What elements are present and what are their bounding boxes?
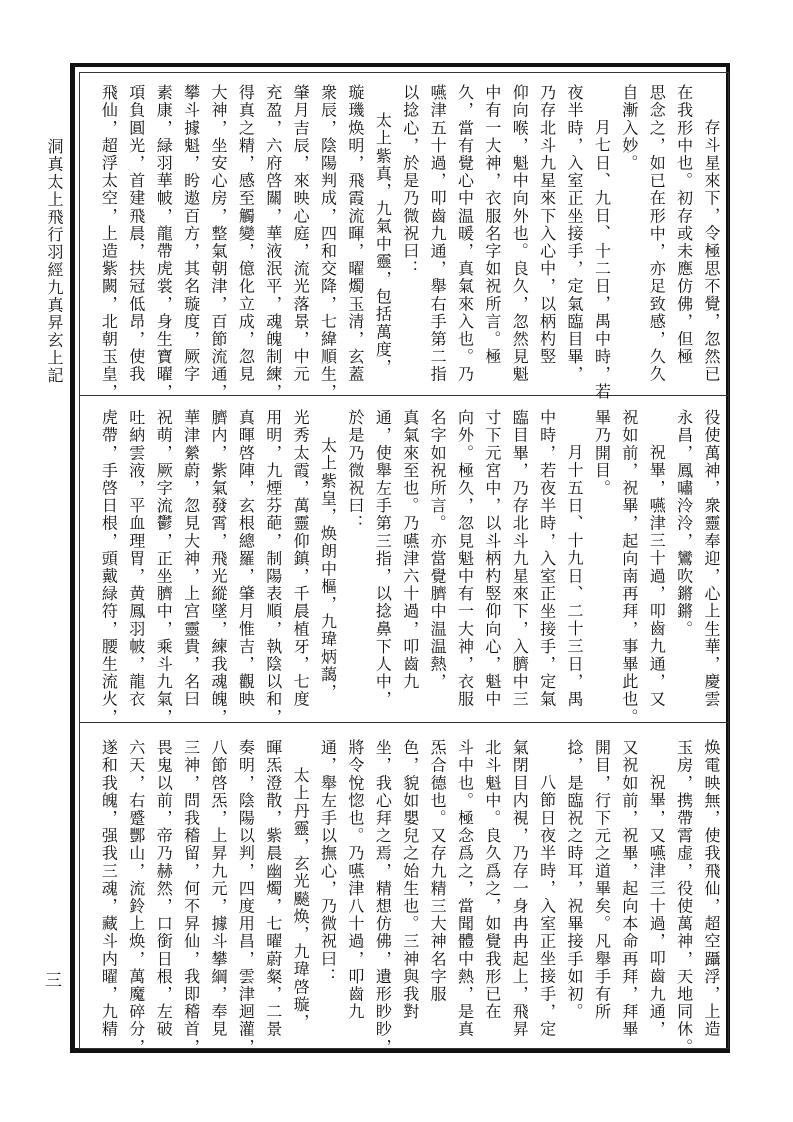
text-column: 夜半時，入室正坐接手，定氣臨目畢， (565, 84, 585, 384)
text-column: 衆辰，陰陽判成，四和交降，七緯順生， (318, 84, 338, 401)
text-column: 華津縈蔚，忽見大神，上宫靈貴，名曰 (181, 409, 201, 709)
text-column: 中時，若夜半時，入室正坐接手，定氣 (537, 409, 557, 709)
text-column: 真氣來至也。乃嚥津六十過，叩齒九 (400, 409, 420, 691)
text-column: 炁合德也。又存九精三大神名字服 (428, 739, 448, 1003)
text-column: 項負圓光，首建飛晨，扶冠低昂，使我 (126, 84, 146, 384)
text-column: 臨目畢，乃存北斗九星來下，入臍中三 (510, 409, 530, 709)
text-column: 久，當有覺心中温暖，真氣來入也。乃 (455, 84, 475, 384)
register-divider (79, 395, 729, 396)
text-column: 太上丹靈，玄光飈焕，九瑋啓璇， (291, 767, 311, 1031)
text-column: 祝畢，又嚥津三十過，叩齒九通， (647, 774, 667, 1038)
text-column: 向外。極久，忽見魁中有一大神，衣服 (455, 409, 475, 709)
text-column: 肇月吉辰，來映心庭，流光落景，中元 (291, 84, 311, 384)
text-column: 自漸入妙。 (619, 84, 639, 172)
text-column: 寸下元宮中，以斗柄杓竪仰向心，魁中 (482, 409, 502, 709)
text-column: 役使萬神，衆靈奉迎，心上生華，慶雲 (702, 409, 721, 709)
text-column: 飛仙，超浮太空，上造紫闕，北朝玉皇， (99, 84, 119, 401)
text-column: 色，貌如嬰兒之始生也。三神與我對 (400, 739, 420, 1021)
text-column: 畏鬼以前，帝乃赫然，口銜日根，左破 (154, 739, 174, 1039)
text-column: 永昌，鳳嘯泠泠，鸞吹鏘鏘。 (674, 409, 694, 638)
text-column: 名字如祝所言。亦當覺臍中温温熱， (428, 409, 448, 691)
register-top (93, 84, 725, 401)
text-column: 以捻心，於是乃微祝曰： (400, 84, 420, 278)
text-column: 八節啓炁，上昇九元，據斗攀綱，奉見 (208, 739, 228, 1039)
text-column: 玉房，携帶霄虚，役使萬神，天地同休。 (674, 739, 694, 1056)
text-column: 六天，右蹙酆山，流鈴上焕，萬魔碎分， (126, 739, 146, 1056)
text-column: 又祝如前，祝畢，起向本命再拜，拜畢 (619, 739, 639, 1039)
text-column: 真暉啓陣，玄根總羅，肇月惟吉，觀映 (236, 409, 256, 709)
text-column: 祝如前，祝畢，起向南再拜，事畢此也。 (619, 409, 639, 726)
text-column: 嚥津五十過，叩齒九通，舉右手第二指 (428, 84, 448, 384)
text-column: 虎帶，手啓日根，頭戴緑符，腰生流火， (99, 409, 119, 726)
text-column: 焕電映無，使我飛仙，超空躡浮，上造 (702, 739, 721, 1039)
text-column: 坐，我心拜之焉，精想仿佛，遺形眇眇， (373, 739, 393, 1056)
text-column: 中有一大神，衣服名字如祝所言。極 (482, 84, 502, 366)
text-column: 於是乃微祝曰： (345, 409, 365, 533)
text-column: 得真之精，感至觸變，億化立成，忽見 (236, 84, 256, 384)
text-column: 奏明，陰陽以判，四度用昌，雲津迴灌， (236, 739, 256, 1056)
register-middle (93, 409, 725, 726)
text-column: 月十五日、十九日、二十三日，禺 (565, 444, 585, 708)
text-column: 仰向喉，魁中向外也。良久，忽然見魁 (510, 84, 530, 384)
text-column: 捻，是臨祝之時耳，祝畢接手如初。 (565, 739, 585, 1021)
text-column: 將令悅惚也。乃嚥津八十過，叩齒九 (345, 739, 365, 1021)
text-column: 璇璣焕明，飛霞流暉，曜燭玉清，玄蓋 (345, 84, 365, 384)
text-column: 月七日、九日、十二日，禺中時，若 (592, 119, 612, 401)
text-column: 遂和我魄，强我三魂，藏斗内曜，九精 (99, 739, 119, 1039)
text-column: 祝萌，厥字流鬱，正坐臍中，乘斗九氣， (154, 409, 174, 726)
text-column: 三神，問我稽留，何不昇仙，我即稽首， (181, 739, 201, 1056)
text-column: 攀斗據魁，盻遨百方，其名璇度，厥字 (181, 84, 201, 384)
text-column: 太上紫真，九氣中靈，包括萬度， (373, 112, 393, 376)
text-column: 存斗星來下，令極思不覺，忽然已 (702, 119, 721, 383)
text-column: 畢乃開目。 (592, 409, 612, 497)
text-column: 大神，坐安心房，整氣朝津，百節流通， (208, 84, 228, 401)
text-column: 在我形中也。初存或未應仿佛，但極 (674, 84, 694, 366)
text-column: 思念之，如已在形中，亦足致感，久久 (647, 84, 667, 384)
text-column: 暉炁澄散，紫晨幽燭，七曜蔚粲，二景 (263, 739, 283, 1039)
text-column: 八節日夜半時，入室正坐接手，定 (537, 774, 557, 1038)
text-column: 斗中也。極念爲之，當聞體中熱，是真 (455, 739, 475, 1039)
text-column: 祝畢，嚥津三十過，叩齒九通，又 (647, 444, 667, 708)
text-column: 開目，行下元之道畢矣。凡舉手有所 (592, 739, 612, 1021)
text-column: 光秀太霞，萬靈仰鎮，千晨植牙，七度 (291, 409, 311, 709)
text-column: 通，使舉左手第三指，以捻鼻下人中， (373, 409, 393, 709)
text-column: 太上紫皇，焕朗中樞，九瑋炳藹， (318, 437, 338, 701)
text-column: 充盈，六府啓關，華液泯平，魂魄制練， (263, 84, 283, 401)
register-bottom (93, 739, 725, 1056)
running-title: 洞真太上飛行羽經九真昇玄上記 (45, 138, 64, 385)
text-column: 臍内，紫氣發霄，飛光縱墜，練我魂魄， (208, 409, 228, 726)
text-column: 吐納雲液，平血理胃，黄鳳羽帔，龍衣 (126, 409, 146, 709)
text-column: 通，舉左手以撫心，乃微祝曰： (318, 739, 338, 986)
text-column: 用明，九煙芬葩，制陽表順，執陰以和， (263, 409, 283, 726)
text-column: 乃存北斗九星來下入心中，以柄杓竪 (537, 84, 557, 366)
text-column: 素康，緑羽華帔，龍帶虎裳，身生寶曜， (154, 84, 174, 401)
text-column: 氣閉目内視，乃存一身冉冉起上，飛昇 (510, 739, 530, 1039)
text-column: 北斗魁中。良久爲之，如覺我形已在 (482, 739, 502, 1021)
page-number: 三 (45, 971, 62, 991)
